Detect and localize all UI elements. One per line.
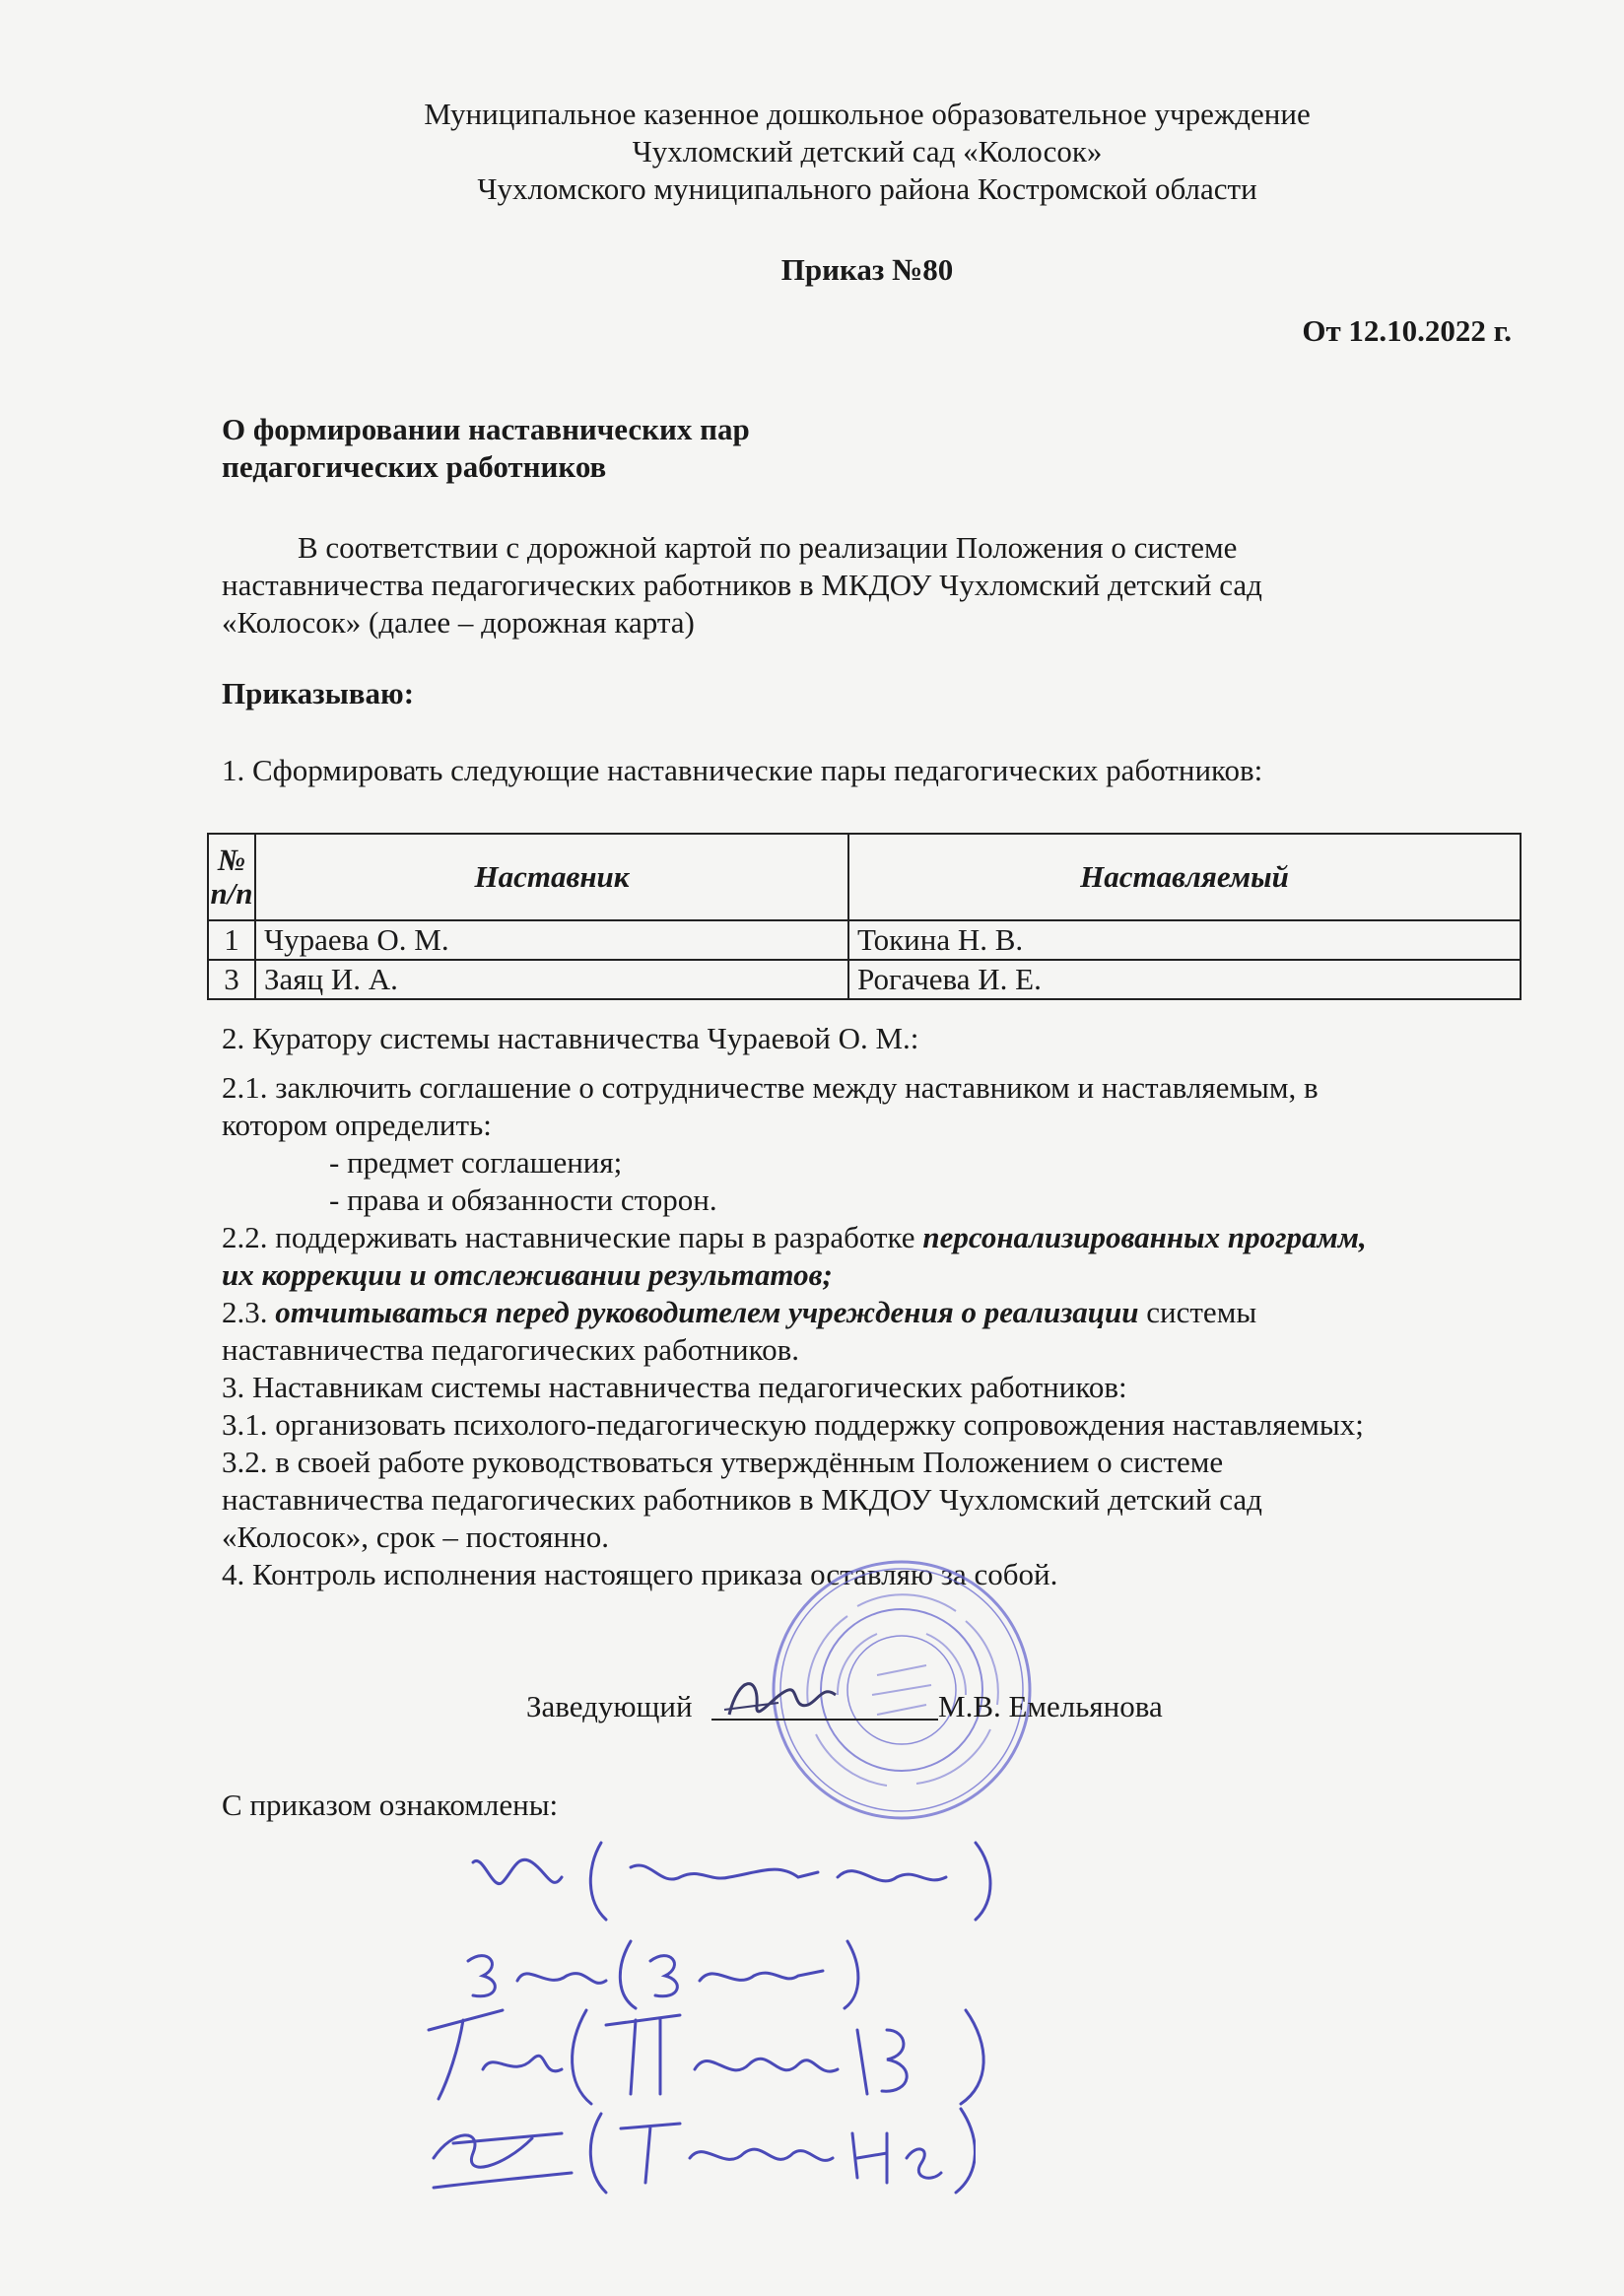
table-header-row xyxy=(208,834,1521,920)
header-mentee: Наставляемый xyxy=(848,834,1521,920)
header-mentor: Наставник xyxy=(255,834,848,920)
handwritten-signature-3 xyxy=(424,2000,995,2109)
item-2-2-plain: 2.2. поддерживать наставнические пары в разработке xyxy=(222,1220,923,1254)
acknowledged-label: С приказом ознакомлены: xyxy=(222,1788,559,1822)
item-2-3-tail: системы xyxy=(1138,1295,1257,1329)
item-2-3-line1 xyxy=(222,1295,1256,1330)
director-signature xyxy=(719,1665,847,1734)
subject-line2: педагогических работников xyxy=(222,449,607,484)
item-2-3-number: 2.3. xyxy=(222,1295,276,1329)
item-3-2-line3: «Колосок», срок – постоянно. xyxy=(222,1519,609,1554)
handwritten-signature-4 xyxy=(424,2099,976,2197)
item-2-1-line2: котором определить: xyxy=(222,1108,492,1142)
order-title: Приказ №80 xyxy=(780,252,954,287)
table-row xyxy=(208,920,1521,960)
header-num: № п/п xyxy=(208,834,255,920)
item-2-2-line1 xyxy=(222,1220,1367,1255)
row-mentee: Токина Н. В. xyxy=(848,920,1521,960)
item-2-1-subject: - предмет соглашения; xyxy=(329,1145,623,1180)
item-2: 2. Куратору системы наставничества Чураевой О. М.: xyxy=(222,1021,919,1055)
handwritten-signature-2 xyxy=(458,1931,872,2010)
order-date: От 12.10.2022 г. xyxy=(1302,313,1512,348)
item-3: 3. Наставникам системы наставничества педагогических работников: xyxy=(222,1370,1127,1404)
item-2-3-line2: наставничества педагогических работников. xyxy=(222,1332,800,1367)
item-1: 1. Сформировать следующие наставнические пары педагогических работников: xyxy=(222,753,1263,787)
signature-name: М.В. Емельянова xyxy=(938,1689,1163,1723)
preamble-line3: «Колосок» (далее – дорожная карта) xyxy=(222,605,695,640)
org-name-line1: Муниципальное казенное дошкольное образовательное учреждение xyxy=(424,97,1311,131)
item-3-1: 3.1. организовать психолого-педагогическую поддержку сопровождения наставляемых; xyxy=(222,1407,1364,1442)
row-mentee: Рогачева И. Е. xyxy=(848,960,1521,999)
item-3-2-line2: наставничества педагогических работников в МКДОУ Чухломский детский сад xyxy=(222,1482,1262,1517)
row-num: 1 xyxy=(208,920,255,960)
order-word: Приказываю: xyxy=(222,676,415,710)
handwritten-signature-1 xyxy=(463,1833,1015,1922)
row-num: 3 xyxy=(208,960,255,999)
org-name-line3: Чухломского муниципального района Костромской области xyxy=(477,171,1257,206)
row-mentor: Чураева О. М. xyxy=(255,920,848,960)
item-4: 4. Контроль исполнения настоящего приказа оставляю за собой. xyxy=(222,1557,1058,1591)
preamble-line1: В соответствии с дорожной картой по реализации Положения о системе xyxy=(298,530,1238,565)
item-2-3-emphasis: отчитываться перед руководителем учреждения о реализации xyxy=(275,1295,1139,1329)
row-mentor: Заяц И. А. xyxy=(255,960,848,999)
org-name-line2: Чухломский детский сад «Колосок» xyxy=(632,134,1103,169)
item-2-2-emphasis: персонализированных программ, xyxy=(922,1220,1367,1254)
mentor-pairs-table xyxy=(207,833,1522,1000)
item-3-2-line1: 3.2. в своей работе руководствоваться утверждённым Положением о системе xyxy=(222,1445,1224,1479)
item-2-2-line2: их коррекции и отслеживании результатов; xyxy=(222,1257,833,1292)
signature-position: Заведующий xyxy=(526,1689,693,1723)
item-2-1-line1: 2.1. заключить соглашение о сотрудничестве между наставником и наставляемым, в xyxy=(222,1070,1319,1105)
table-row xyxy=(208,960,1521,999)
item-2-1-rights: - права и обязанности сторон. xyxy=(329,1182,717,1217)
preamble-line2: наставничества педагогических работников в МКДОУ Чухломский детский сад xyxy=(222,568,1262,602)
subject-line1: О формировании наставнических пар xyxy=(222,412,750,446)
